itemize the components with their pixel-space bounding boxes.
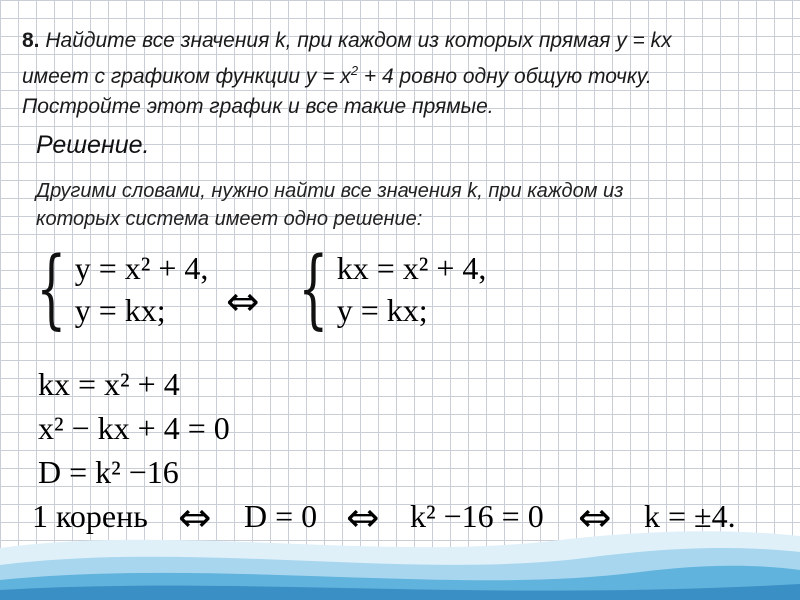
problem-line-1	[22, 26, 782, 56]
problem-statement	[22, 26, 782, 122]
system-left-eq-1: y = x² + 4,	[74, 250, 209, 286]
problem-text-1: Найдите все значения k, при каждом из которых прямая y = kx	[45, 29, 672, 52]
system-right	[286, 239, 487, 339]
explanation-line-1: Другими словами, нужно найти все значения k, при каждом из	[36, 180, 624, 202]
problem-exponent: 2	[350, 63, 359, 78]
step-1: kx = x² + 4	[38, 366, 180, 402]
problem-line-3: Постройте этот график и все такие прямые.	[22, 95, 494, 118]
explanation	[36, 177, 766, 233]
solution-heading: Решение.	[36, 131, 150, 159]
left-brace-icon: {	[36, 239, 67, 339]
problem-line-2	[22, 56, 782, 92]
right-brace-icon: {	[298, 239, 329, 339]
problem-text-2b: + 4 ровно одну общую точку.	[358, 65, 652, 88]
problem-number: 8.	[22, 29, 40, 52]
system-right-eq-2: y = kx;	[336, 292, 428, 328]
conclusion-arrow-1-icon: ⇔	[178, 495, 212, 541]
step-3: D = k² −16	[38, 454, 179, 490]
equivalence-arrow-icon: ⇔	[226, 279, 260, 325]
system-right-eq-1: kx = x² + 4,	[336, 250, 487, 286]
conclusion-one-root: 1 корень	[32, 498, 148, 534]
conclusion-discriminant: D = 0	[244, 498, 318, 534]
conclusion-arrow-3-icon: ⇔	[578, 495, 612, 541]
system-left	[24, 239, 209, 339]
conclusion-equation: k² −16 = 0	[410, 498, 544, 534]
conclusion-arrow-2-icon: ⇔	[346, 495, 380, 541]
problem-text-2a: имеет с графиком функции y = x	[22, 65, 351, 88]
explanation-line-2: которых система имеет одно решение:	[36, 208, 423, 230]
conclusion-answer: k = ±4.	[644, 498, 736, 534]
step-2: x² − kx + 4 = 0	[38, 410, 230, 446]
system-left-eq-2: y = kx;	[74, 292, 166, 328]
